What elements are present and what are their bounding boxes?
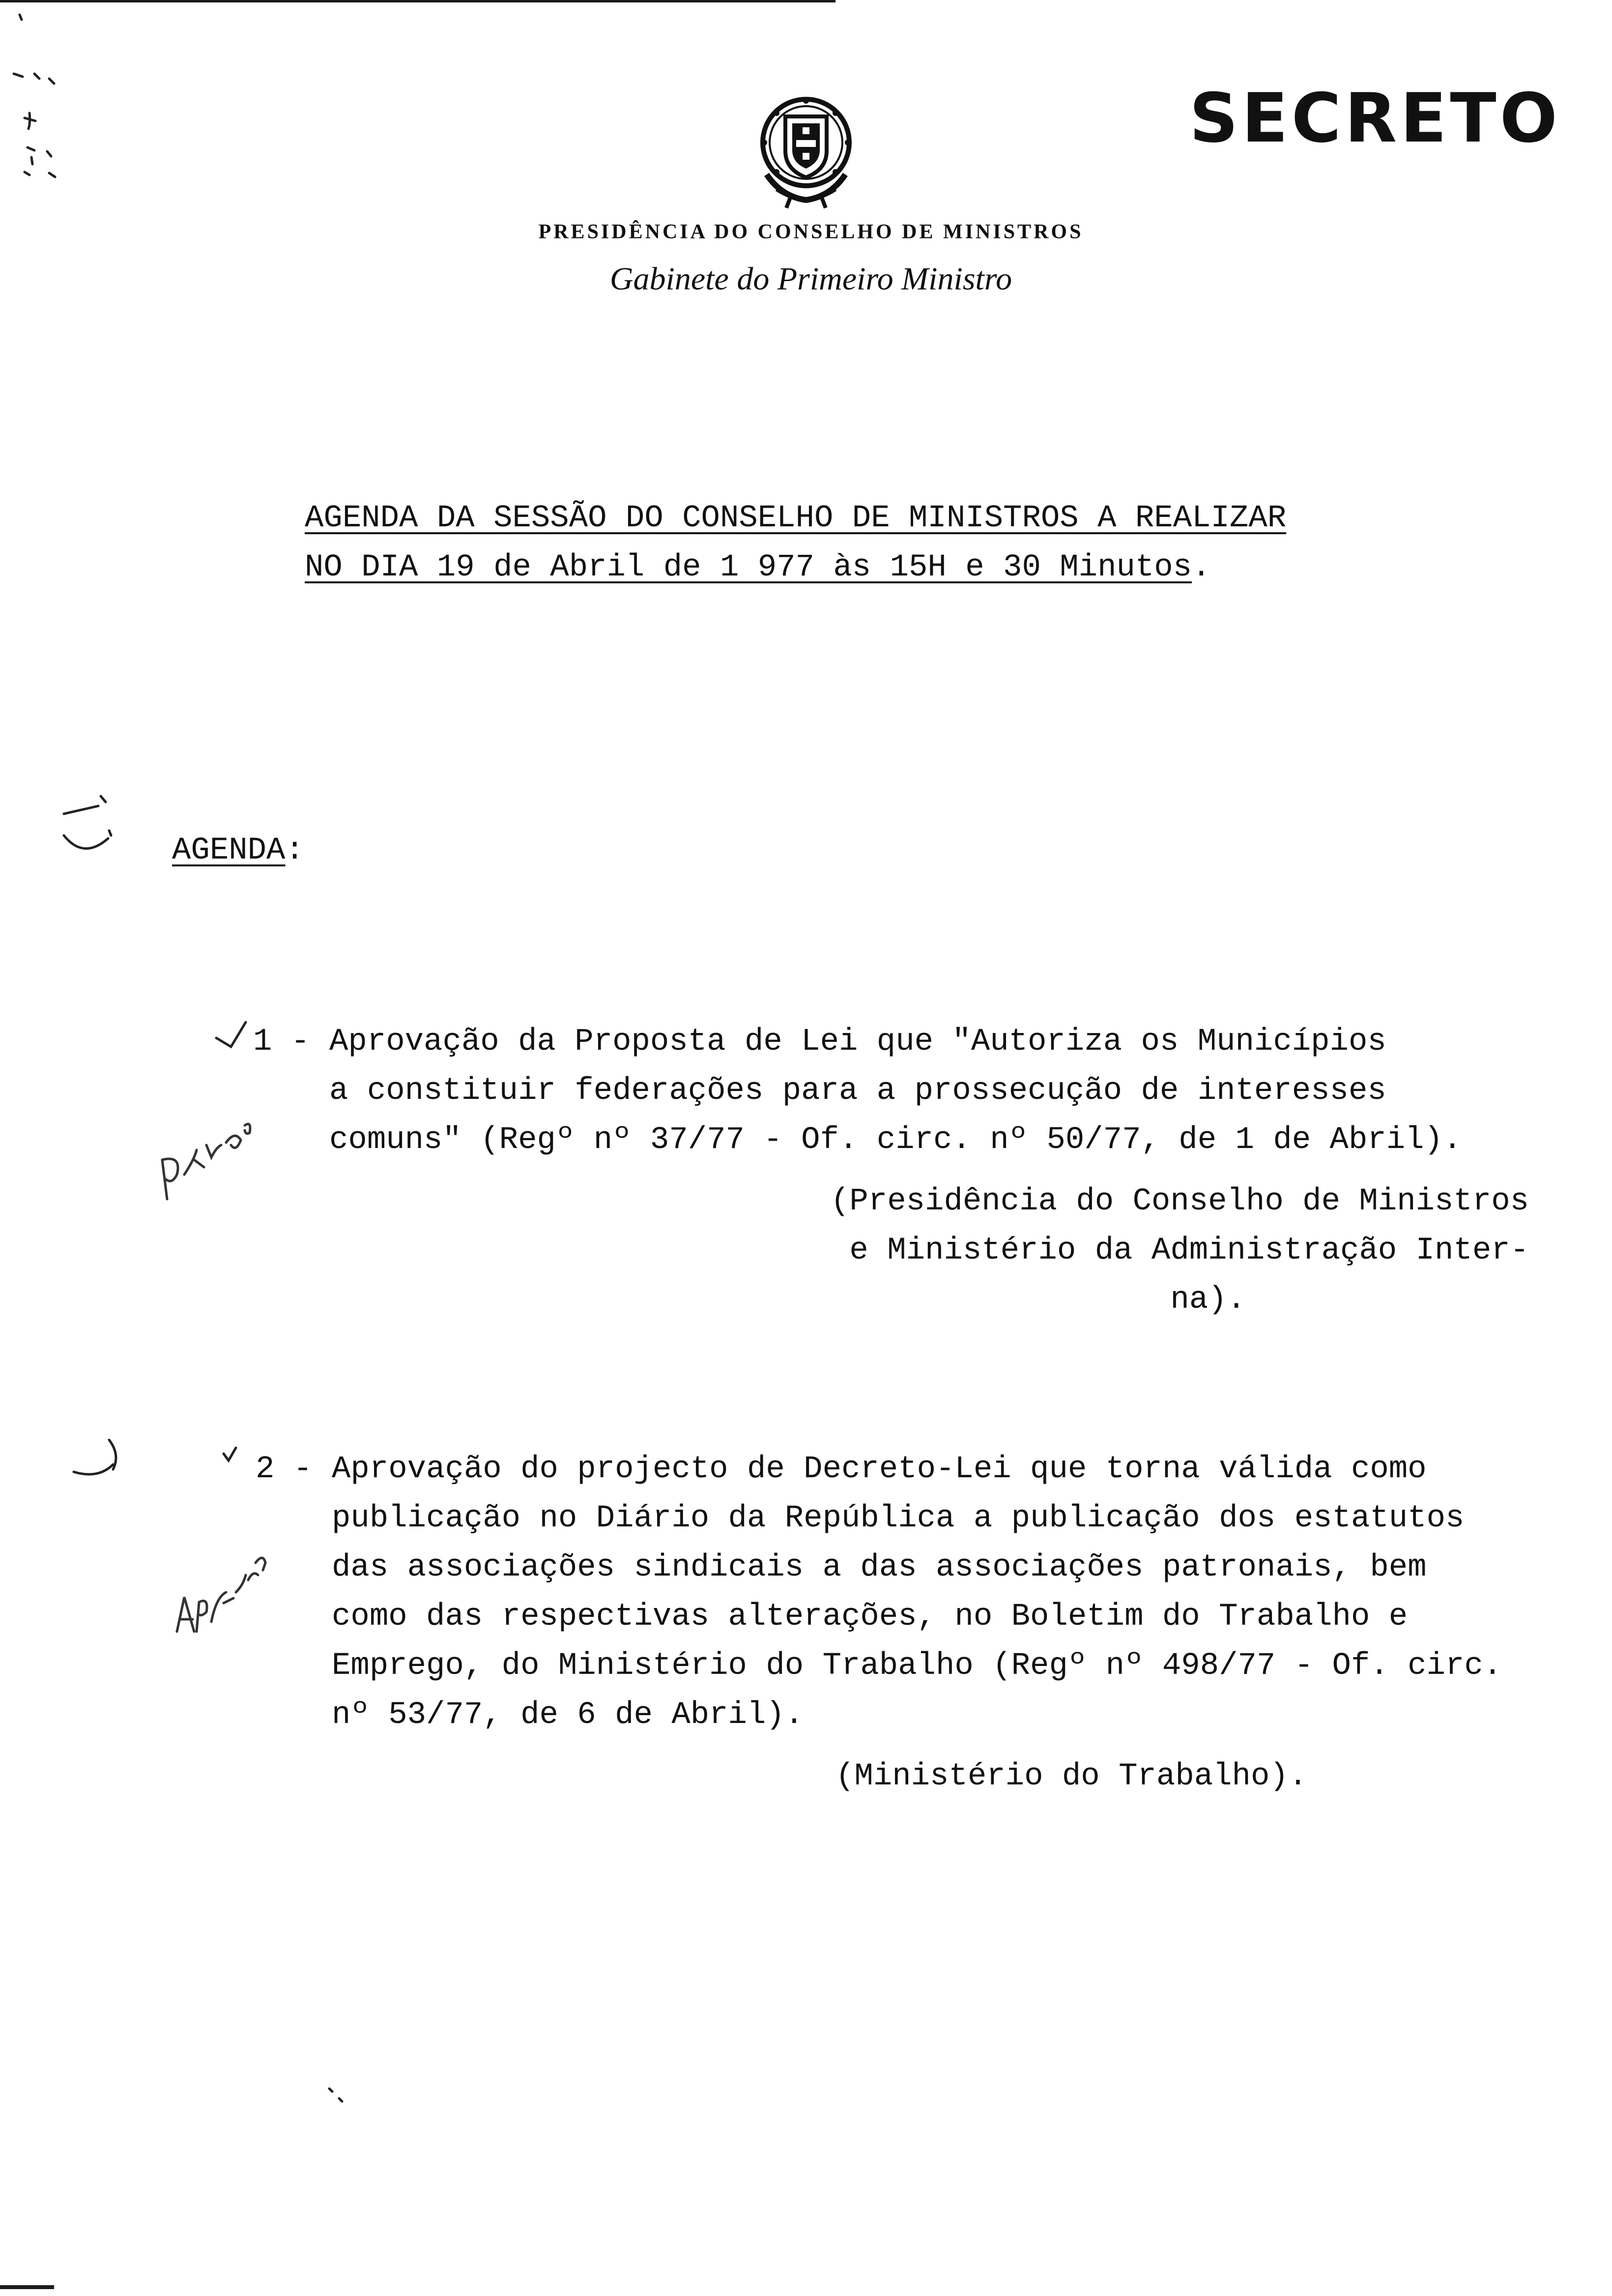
coat-of-arms-icon [747, 91, 865, 211]
institution-name: PRESIDÊNCIA DO CONSELHO DE MINISTROS [538, 221, 1084, 243]
classification-stamp: SECRETO [1189, 79, 1561, 158]
margin-note-2 [177, 1558, 265, 1632]
agenda-heading-label: AGENDA [172, 833, 286, 868]
agenda-item-2-number: 2 - [256, 1452, 313, 1487]
bottom-rule [0, 2285, 54, 2289]
title-line-2-end: . [1192, 550, 1211, 585]
agenda-item-2 [332, 1445, 1541, 1740]
agenda-item-1-attribution: (Presidência do Conselho de Ministros e Ministério da Administração Inter- na). [831, 1184, 1529, 1318]
department-name: Gabinete do Primeiro Ministro [609, 261, 1012, 297]
title-line-1: AGENDA DA SESSÃO DO CONSELHO DE MINISTROS A REALIZAR [305, 501, 1287, 536]
agenda-item-1-body: Aprovação da Proposta de Lei que "Autoriza os Municípios a constituir federações para a prossecução de interesses comuns" (Regº nº 37/77 - Of. circ. nº 50/77, de 1 de Abril). [329, 1024, 1462, 1158]
agenda-item-2-body: Aprovação do projecto de Decreto-Lei que torna válida como publicação no Diário da República a publicação dos estatutos das associações sindicais a das associações patronais, bem como das respectivas alterações, no Boletim do Trabalho e Emprego, do Ministério do Trabalho (Regº nº 498/77 - Of. circ. nº 53/77, de 6 de Abril). [332, 1452, 1502, 1733]
top-rule [0, 0, 835, 2]
agenda-heading [172, 833, 304, 868]
agenda-item-1-number: 1 - [253, 1024, 310, 1060]
document-title [305, 494, 1356, 592]
agenda-item-2-attribution: (Ministério do Trabalho). [835, 1759, 1308, 1794]
agenda-heading-suffix: : [285, 833, 304, 868]
agenda-item-1 [329, 1017, 1538, 1165]
title-line-2: NO DIA 19 de Abril de 1 977 às 15H e 30 Minutos [305, 550, 1192, 585]
margin-note-1 [162, 1124, 250, 1199]
